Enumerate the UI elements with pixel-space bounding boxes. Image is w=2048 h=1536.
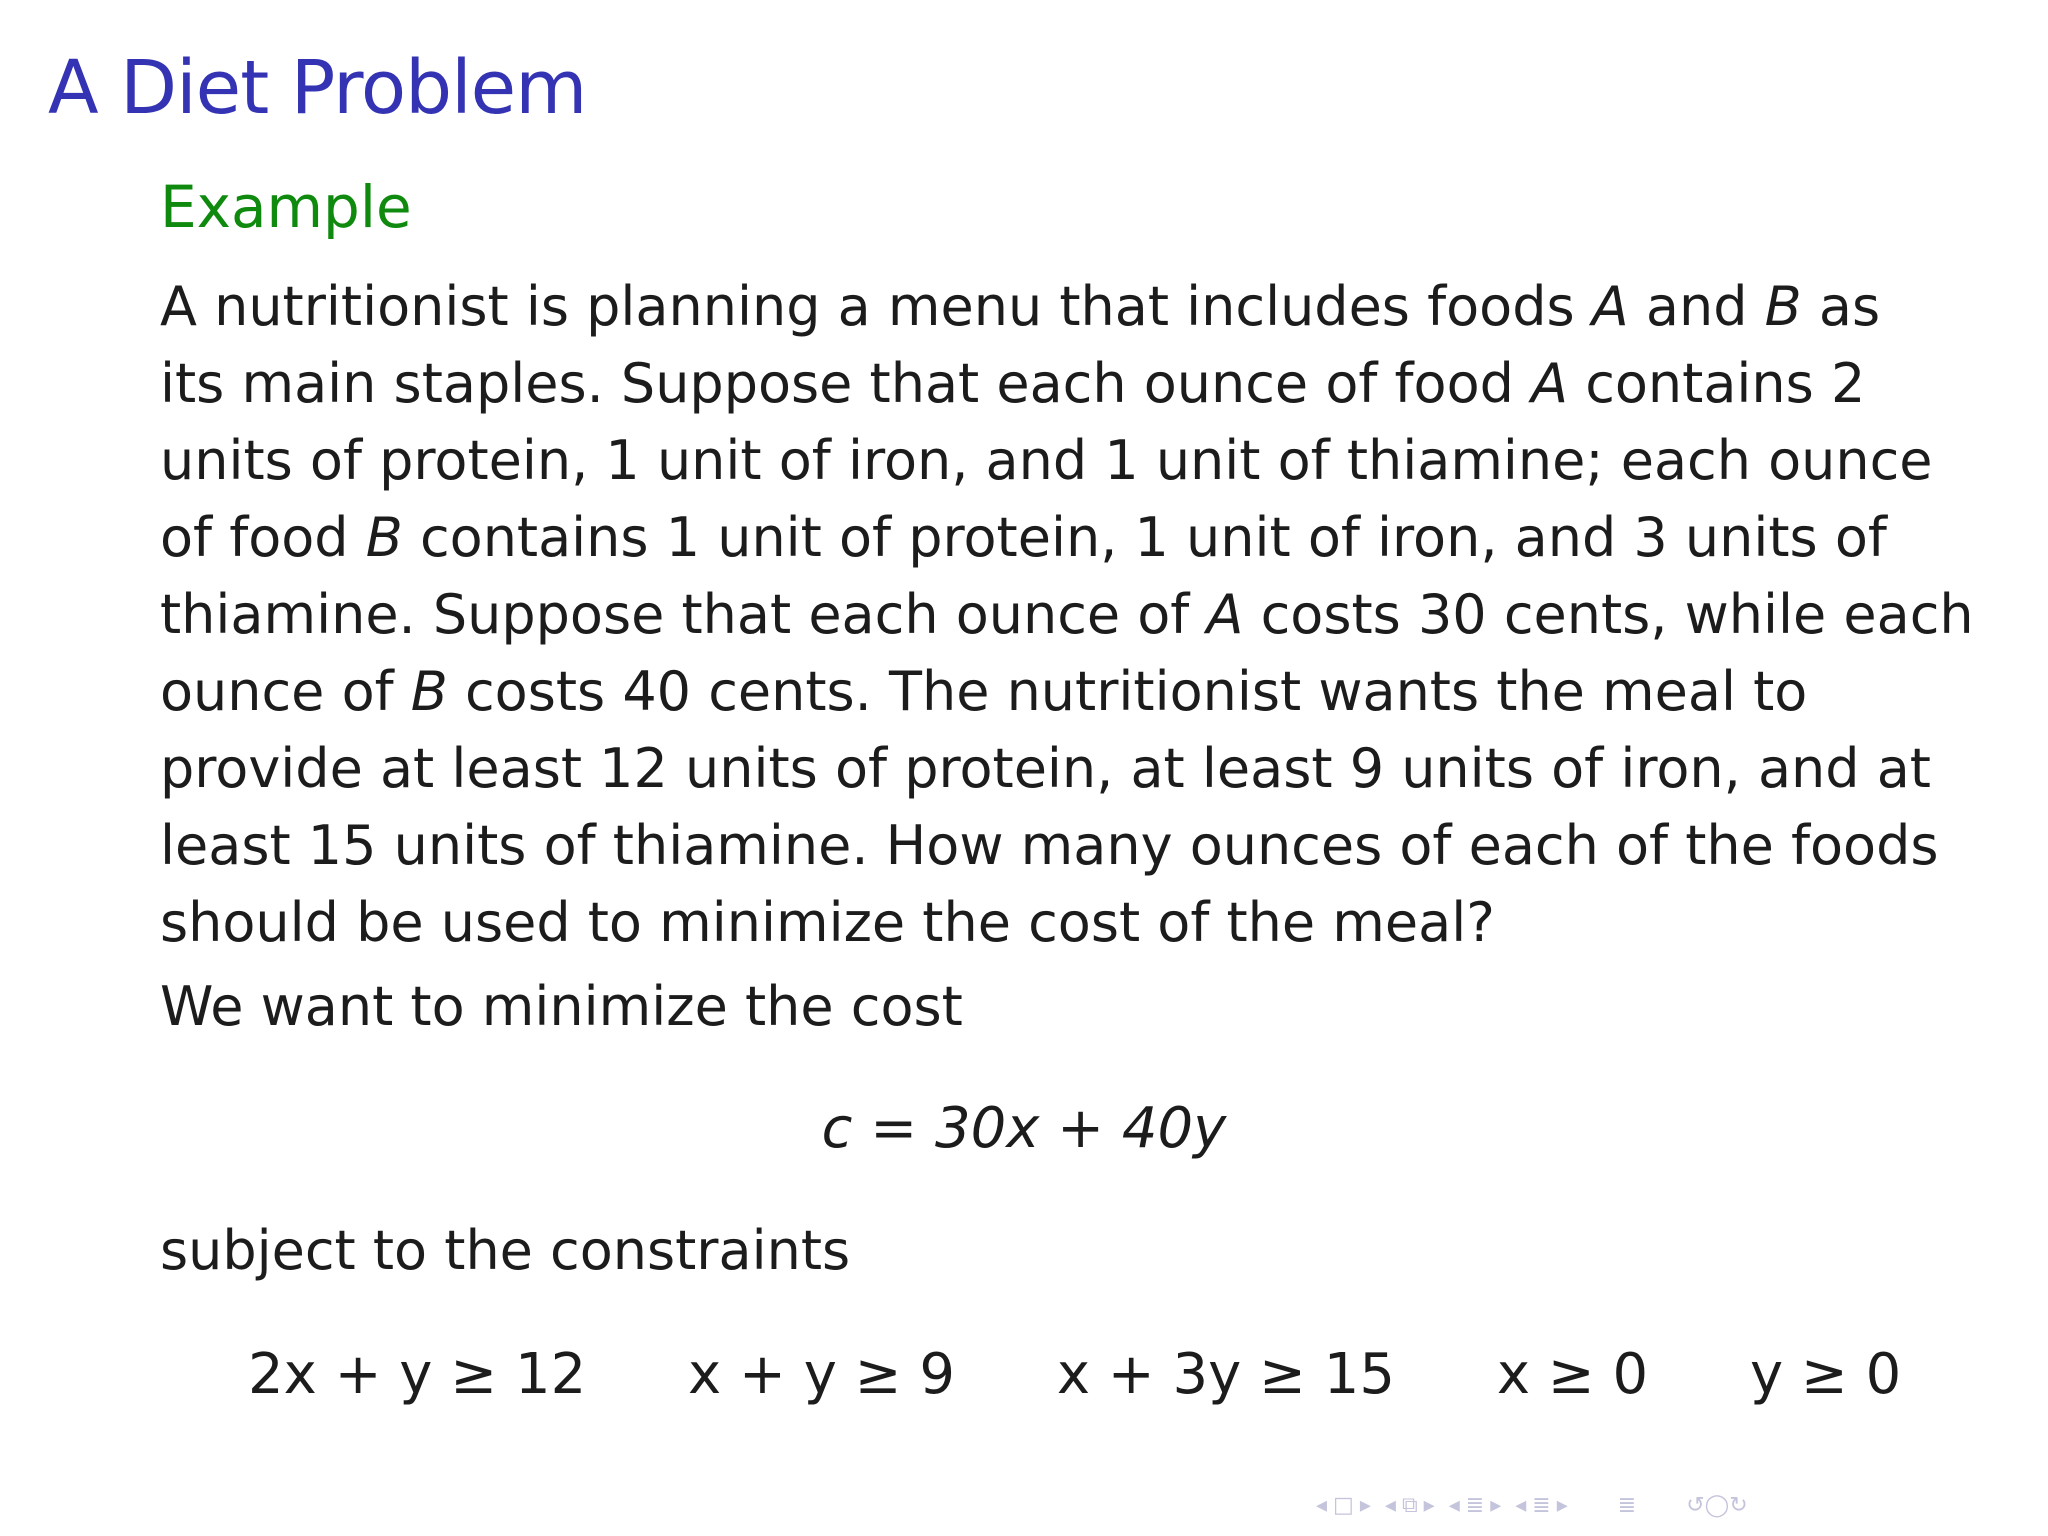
frame-title: A Diet Problem [48, 45, 587, 131]
subsection-list-icon[interactable]: ≣ [1532, 1492, 1551, 1518]
section-nav-group [1449, 1493, 1502, 1518]
paragraph-line: thiamine. Suppose that each ounce of A costs 30 cents, while each [160, 583, 1974, 646]
constraint-iron: x + y ≥ 9 [688, 1342, 955, 1407]
subsection-list-nav-group [1515, 1493, 1568, 1518]
example-paragraph [160, 268, 1974, 961]
subsection-list-back-icon[interactable]: ◂ [1515, 1492, 1527, 1518]
subsection-forward-icon[interactable]: ▸ [1423, 1492, 1435, 1518]
paragraph-line: should be used to minimize the cost of the meal? [160, 891, 1495, 954]
frame-icon[interactable]: □ [1333, 1492, 1354, 1518]
objective-intro: We want to minimize the cost [160, 975, 963, 1038]
constraints-intro: subject to the constraints [160, 1219, 851, 1282]
constraints-row [248, 1336, 1901, 1413]
section-forward-icon[interactable]: ▸ [1490, 1492, 1502, 1518]
frame-forward-icon[interactable]: ▸ [1359, 1492, 1371, 1518]
example-block-title: Example [160, 173, 412, 241]
paragraph-line: its main staples. Suppose that each ounce of food A contains 2 [160, 352, 1866, 415]
paragraph-line: least 15 units of thiamine. How many ounces of each of the foods [160, 814, 1939, 877]
paragraph-line: provide at least 12 units of protein, at least 9 units of iron, and at [160, 737, 1931, 800]
objective-equation [0, 1090, 2048, 1167]
subsection-back-icon[interactable]: ◂ [1384, 1492, 1396, 1518]
constraint-y-nonnegative: y ≥ 0 [1749, 1342, 1902, 1407]
frame-back-icon[interactable]: ◂ [1316, 1492, 1328, 1518]
subsection-icon[interactable]: ⧉ [1401, 1492, 1418, 1518]
paragraph-line: ounce of B costs 40 cents. The nutritionist wants the meal to [160, 660, 1808, 723]
subsection-list-forward-icon[interactable]: ▸ [1556, 1492, 1568, 1518]
constraint-x-nonnegative: x ≥ 0 [1496, 1342, 1649, 1407]
beamer-navigation-bar [1316, 1490, 1748, 1520]
constraint-thiamine: x + 3y ≥ 15 [1056, 1342, 1396, 1407]
paragraph-line: A nutritionist is planning a menu that includes foods A and B as [160, 275, 1881, 338]
toc-icon[interactable]: ≣ [1617, 1492, 1637, 1518]
search-icon[interactable]: ↺◯↻ [1686, 1492, 1748, 1518]
subsection-nav-group [1385, 1493, 1435, 1518]
objective-formula: c = 30x + 40y [821, 1096, 1227, 1161]
section-back-icon[interactable]: ◂ [1448, 1492, 1460, 1518]
constraint-protein: 2x + y ≥ 12 [248, 1342, 587, 1407]
paragraph-line: units of protein, 1 unit of iron, and 1 unit of thiamine; each ounce [160, 429, 1933, 492]
paragraph-line: of food B contains 1 unit of protein, 1 unit of iron, and 3 units of [160, 506, 1887, 569]
frame-nav-group [1316, 1493, 1371, 1518]
section-icon[interactable]: ≣ [1465, 1492, 1485, 1518]
